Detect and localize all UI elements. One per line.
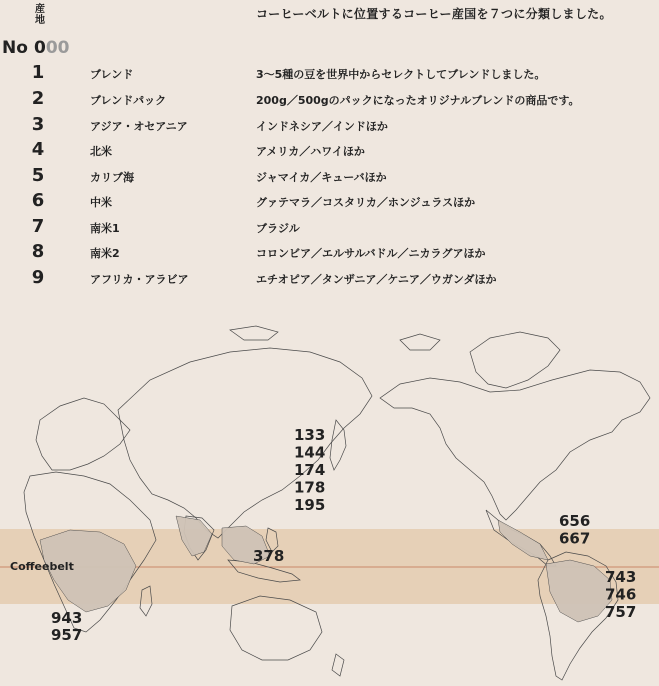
australia-outline <box>230 596 322 660</box>
row-number: 5 <box>31 165 45 186</box>
row-region[interactable]: 北米 <box>90 145 112 158</box>
category-header-char-2: 地 <box>35 15 45 26</box>
row-number: 7 <box>31 216 45 237</box>
row-region[interactable]: 南米2 <box>90 247 120 260</box>
map-label-africa <box>51 609 88 644</box>
map-label-central-america <box>559 512 596 548</box>
row-region[interactable]: 中米 <box>90 196 112 209</box>
map-label-number: 174 <box>294 461 326 479</box>
map-label-number: 743 <box>605 568 637 586</box>
row-description: 3〜5種の豆を世界中からセレクトしてブレンドしました。 <box>256 68 546 81</box>
coffee-belt-label: Coffeebelt <box>10 560 74 573</box>
map-label-south-america <box>605 568 642 621</box>
row-number: 6 <box>31 190 45 211</box>
map-label-number: 178 <box>294 478 326 497</box>
row-number: 8 <box>31 241 45 262</box>
map-label-number: 757 <box>605 603 637 621</box>
map-label-number: 667 <box>559 529 591 548</box>
no-code-first: 0 <box>34 38 46 58</box>
land-outlines <box>24 326 650 680</box>
no-code-rest: 00 <box>45 38 70 58</box>
row-region[interactable]: ブレンド <box>90 68 134 81</box>
category-header-label <box>33 4 47 26</box>
world-map <box>0 300 659 686</box>
category-header-char-1: 産 <box>35 4 45 15</box>
row-description: 200g／500gのパックになったオリジナルブレンドの商品です。 <box>256 94 580 107</box>
map-label-number: 656 <box>559 512 591 530</box>
asia-outline <box>118 348 372 538</box>
row-description: アメリカ／ハワイほか <box>256 145 365 158</box>
row-number: 1 <box>31 62 45 83</box>
map-label-number: 943 <box>51 609 83 627</box>
row-region[interactable]: 南米1 <box>90 222 120 235</box>
row-number: 9 <box>31 267 45 288</box>
row-number: 3 <box>31 114 45 135</box>
map-label-number: 957 <box>51 626 83 644</box>
map-label-asia-north <box>294 426 331 514</box>
row-region[interactable]: ブレンドパック <box>90 94 167 107</box>
row-region[interactable]: アジア・オセアニア <box>90 120 188 133</box>
no-code <box>34 38 70 58</box>
map-label-number: 144 <box>294 443 326 462</box>
new-zealand-outline <box>332 654 344 676</box>
row-number: 2 <box>31 88 45 109</box>
row-region[interactable]: カリブ海 <box>90 171 134 184</box>
row-description: ブラジル <box>256 222 300 235</box>
greenland-outline <box>470 332 560 388</box>
row-description: ジャマイカ／キューバほか <box>256 171 387 184</box>
row-description: インドネシア／インドほか <box>256 120 388 133</box>
row-number: 4 <box>31 139 45 160</box>
arctic-island-outline <box>230 326 278 340</box>
map-label-number: 133 <box>294 426 326 444</box>
japan-outline <box>330 420 346 470</box>
north-america-outline <box>380 370 650 520</box>
map-label-number: 746 <box>605 585 637 604</box>
map-label-number: 195 <box>294 496 326 514</box>
map-label-number: 378 <box>253 547 285 565</box>
row-region[interactable]: アフリカ・アラビア <box>90 273 189 286</box>
arctic-island-outline <box>400 334 440 350</box>
row-description: エチオピア／タンザニア／ケニア／ウガンダほか <box>256 273 497 286</box>
row-description: コロンビア／エルサルバドル／ニカラグアほか <box>256 247 486 260</box>
header-description: コーヒーベルトに位置するコーヒー産国を７つに分類しました。 <box>256 7 612 21</box>
map-label-asia-south <box>253 547 284 565</box>
row-description: グァテマラ／コスタリカ／ホンジュラスほか <box>256 196 476 209</box>
europe-outline <box>36 398 130 470</box>
no-label: No <box>2 38 28 58</box>
